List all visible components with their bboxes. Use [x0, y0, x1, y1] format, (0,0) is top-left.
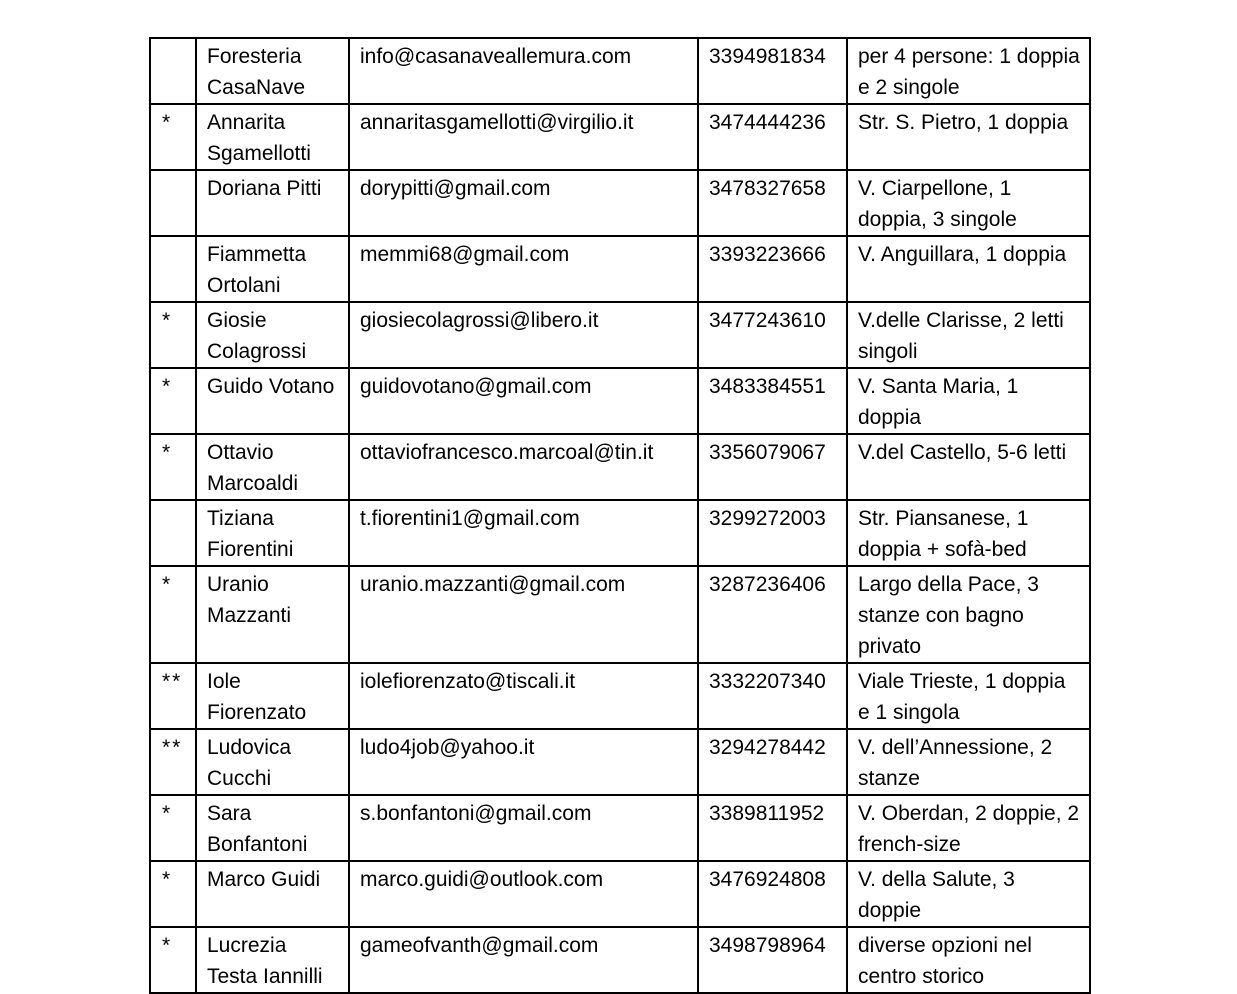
table-row — [150, 729, 1090, 795]
note-cell: V. Ciarpellone, 1 doppia, 3 singole — [847, 170, 1090, 236]
note-cell: Str. S. Pietro, 1 doppia — [847, 104, 1090, 170]
name-cell: Sara Bonfantoni — [196, 795, 349, 861]
phone-cell: 3393223666 — [698, 236, 847, 302]
phone-cell: 3483384551 — [698, 368, 847, 434]
name-cell: Marco Guidi — [196, 861, 349, 927]
email-cell: gameofvanth@gmail.com — [349, 927, 698, 993]
mark-cell — [150, 170, 196, 236]
mark-cell: * — [150, 104, 196, 170]
phone-cell: 3478327658 — [698, 170, 847, 236]
contacts-table — [149, 37, 1091, 994]
table-row — [150, 434, 1090, 500]
phone-cell: 3332207340 — [698, 663, 847, 729]
name-cell: Doriana Pitti — [196, 170, 349, 236]
email-cell: memmi68@gmail.com — [349, 236, 698, 302]
table-row — [150, 38, 1090, 104]
note-cell: diverse opzioni nel centro storico — [847, 927, 1090, 993]
mark-cell — [150, 38, 196, 104]
table-row — [150, 927, 1090, 993]
table-row — [150, 236, 1090, 302]
note-cell: Viale Trieste, 1 doppia e 1 singola — [847, 663, 1090, 729]
phone-cell: 3394981834 — [698, 38, 847, 104]
email-cell: giosiecolagrossi@libero.it — [349, 302, 698, 368]
table-row — [150, 861, 1090, 927]
table-row — [150, 104, 1090, 170]
phone-cell: 3498798964 — [698, 927, 847, 993]
phone-cell: 3477243610 — [698, 302, 847, 368]
name-cell: Uranio Mazzanti — [196, 566, 349, 663]
table-row — [150, 170, 1090, 236]
mark-cell: * — [150, 368, 196, 434]
note-cell: V.delle Clarisse, 2 letti singoli — [847, 302, 1090, 368]
phone-cell: 3356079067 — [698, 434, 847, 500]
table-row — [150, 368, 1090, 434]
note-cell: Str. Piansanese, 1 doppia + sofà-bed — [847, 500, 1090, 566]
email-cell: t.fiorentini1@gmail.com — [349, 500, 698, 566]
name-cell: Foresteria CasaNave — [196, 38, 349, 104]
email-cell: iolefiorenzato@tiscali.it — [349, 663, 698, 729]
table-row — [150, 500, 1090, 566]
name-cell: Fiammetta Ortolani — [196, 236, 349, 302]
name-cell: Ludovica Cucchi — [196, 729, 349, 795]
name-cell: Lucrezia Testa Iannilli — [196, 927, 349, 993]
mark-cell: * — [150, 861, 196, 927]
note-cell: V. Santa Maria, 1 doppia — [847, 368, 1090, 434]
name-cell: Annarita Sgamellotti — [196, 104, 349, 170]
mark-cell: ** — [150, 663, 196, 729]
table-row — [150, 566, 1090, 663]
name-cell: Tiziana Fiorentini — [196, 500, 349, 566]
note-cell: V. della Salute, 3 doppie — [847, 861, 1090, 927]
note-cell: per 4 persone: 1 doppia e 2 singole — [847, 38, 1090, 104]
mark-cell: * — [150, 302, 196, 368]
email-cell: info@casanaveallemura.com — [349, 38, 698, 104]
table-row — [150, 663, 1090, 729]
note-cell: V. dell’Annessione, 2 stanze — [847, 729, 1090, 795]
name-cell: Iole Fiorenzato — [196, 663, 349, 729]
name-cell: Guido Votano — [196, 368, 349, 434]
mark-cell: * — [150, 795, 196, 861]
mark-cell: ** — [150, 729, 196, 795]
email-cell: ludo4job@yahoo.it — [349, 729, 698, 795]
name-cell: Giosie Colagrossi — [196, 302, 349, 368]
note-cell: Largo della Pace, 3 stanze con bagno privato — [847, 566, 1090, 663]
note-cell: V. Anguillara, 1 doppia — [847, 236, 1090, 302]
email-cell: marco.guidi@outlook.com — [349, 861, 698, 927]
phone-cell: 3476924808 — [698, 861, 847, 927]
mark-cell — [150, 500, 196, 566]
phone-cell: 3294278442 — [698, 729, 847, 795]
mark-cell: * — [150, 566, 196, 663]
email-cell: dorypitti@gmail.com — [349, 170, 698, 236]
phone-cell: 3287236406 — [698, 566, 847, 663]
email-cell: s.bonfantoni@gmail.com — [349, 795, 698, 861]
name-cell: Ottavio Marcoaldi — [196, 434, 349, 500]
table-row — [150, 302, 1090, 368]
phone-cell: 3474444236 — [698, 104, 847, 170]
email-cell: guidovotano@gmail.com — [349, 368, 698, 434]
note-cell: V. Oberdan, 2 doppie, 2 french-size — [847, 795, 1090, 861]
mark-cell: * — [150, 927, 196, 993]
phone-cell: 3299272003 — [698, 500, 847, 566]
phone-cell: 3389811952 — [698, 795, 847, 861]
email-cell: ottaviofrancesco.marcoal@tin.it — [349, 434, 698, 500]
email-cell: uranio.mazzanti@gmail.com — [349, 566, 698, 663]
table-row — [150, 795, 1090, 861]
email-cell: annaritasgamellotti@virgilio.it — [349, 104, 698, 170]
mark-cell — [150, 236, 196, 302]
note-cell: V.del Castello, 5-6 letti — [847, 434, 1090, 500]
mark-cell: * — [150, 434, 196, 500]
